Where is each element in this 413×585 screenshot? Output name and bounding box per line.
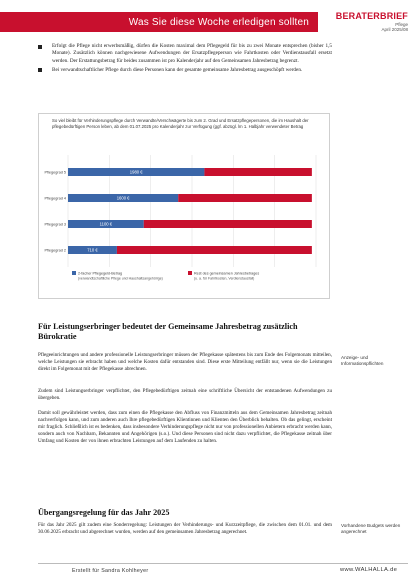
section-heading: Für Leistungserbringer bedeutet der Gemeinsame Jahresbetrag zusätzlich Bürokratie xyxy=(38,322,298,341)
paragraph: Damit soll gewährleistet werden, dass zum einen die Pflegekasse den Abfluss von Finanzmitteln aus dem Gemeinsamen Jahresbetrag zeitnah nachverfolgen kann, und zum anderen auch Ihre pflegebedürftigen Klientinnen und Klienten den Überblick behalten. Ob das gelingt, erscheint mir fraglich. Schließlich ist es bedenken, dass insbesondere Verhinderungspflege nicht nur von professionellen Anbietern erbracht werden kann, sondern auch von Nachbarn, Bekannten und Angehörigen (s.o.). Und diese Personen sind nicht dazu verpflichtet, die Pflegekasse zeitnah über Umfang und Kosten der von ihnen erbrachten Leistungen auf dem Laufenden zu halten. xyxy=(38,410,332,445)
paragraph: Pflegeeinrichtungen und andere professionelle Leistungserbringer müssen der Pflegekasse spätestens bis zum Ende des Folgemonats mitteilen, welche Leistungen sie erbracht haben und welche Kosten dafür entstanden sind. Diese erste Mitteilung entfällt nur, wenn sie die Leistungen direkt im Folgemonat mit der Pflegekasse abrechnen. xyxy=(38,352,332,373)
bullet-marker xyxy=(38,68,42,72)
paragraph: Zudem sind Leistungserbringer verpflichtet, den Pflegebedürftigen zeitnah eine schriftliche Übersicht der entstandenen Aufwendungen zu übergeben. xyxy=(38,388,332,402)
issue-number: April 2025/08 xyxy=(381,27,408,32)
legend-swatch xyxy=(188,271,192,275)
bar-chart xyxy=(38,113,330,299)
legend-swatch xyxy=(72,271,76,275)
bar-rest xyxy=(178,194,312,202)
side-note: Vorhandene Budgets werden angerechnet xyxy=(341,523,401,535)
brand-block xyxy=(322,11,408,32)
bullet-text: Erfolgt die Pflege nicht erwerbsmäßig, dürfen die Kosten maximal dem Pflegegeld für bis zu zwei Monate entsprechen (bisher 1,5 Monate). Zusätzlich können nachgewiesene Aufwendungen der Ersatzpflegeperson wie Fahrtkosten oder Verdienstausfall ersetzt werden. Der Erstattungsbetrag für beides zusammen ist pro Kalenderjahr auf den Gemeinsamen Jahresbetrag begrenzt. xyxy=(52,43,332,64)
brand-logo xyxy=(322,11,408,21)
bar-value-label: 1600 € xyxy=(116,195,130,201)
bar-rest xyxy=(117,246,312,254)
bullet-list xyxy=(38,43,332,76)
chart-title: So viel bleibt für Verhinderungspflege durch Verwandte/Verschwägerte bis zum 2. Grad und Ersatzpflegepersonen, die im Haushalt der pflegebedürftigen Person leben, ab dem 01.07.2025 pro Kalenderjahr zur Verfügung (ggf. abzügl. lm 1. Halbjahr verwendeter Betrag xyxy=(52,118,309,129)
footer-website[interactable]: www.WALHALLA.de xyxy=(340,567,398,573)
bullet-marker xyxy=(38,45,42,49)
bar-value-label: 710 € xyxy=(87,247,98,253)
bar-value-label: 1100 € xyxy=(99,221,113,227)
category-label: Pflegegrad 5 xyxy=(44,170,66,175)
legend-label: Rest des gemeinsamen Jahresbetrages xyxy=(194,271,260,276)
section-heading: Übergangsregelung für das Jahr 2025 xyxy=(38,508,170,517)
bullet-text: Bei verwandtschaftlicher Pflege durch diese Personen kann der gesamte gemeinsame Jahresbetrag ausgeschöpft werden. xyxy=(52,66,303,73)
brand-main: BERATERBRIEF xyxy=(335,11,408,21)
footer-recipient: Erstellt für Sandra Kohlheyer xyxy=(72,568,149,574)
paragraph: Für das Jahr 2025 gilt zudem eine Sonderregelung: Leistungen der Verhinderungs- und Kurzzeitpflege, die zwischen dem 01.01. und dem 30.06.2025 erbracht und abgerechnet wurden, werden auf den gemeinsamen Jahresbetrag angerechnet. xyxy=(38,522,332,536)
bullet-item xyxy=(38,43,332,65)
category-label: Pflegegrad 2 xyxy=(44,248,66,253)
legend-label: 2-facher Pflegegeld-Betrag xyxy=(78,271,123,276)
legend-note: (verwandtschaftliche Pflege und Haushaltsangehörige) xyxy=(78,276,163,281)
section-title: Was Sie diese Woche erledigen sollten xyxy=(128,16,309,28)
bar-value-label: 1980 € xyxy=(129,169,143,175)
footer-rule xyxy=(38,563,408,564)
bar-rest xyxy=(204,168,311,176)
bullet-item xyxy=(38,67,332,74)
section-header-bar xyxy=(0,12,318,32)
legend-note: (u. a. für Fahrtkosten, Verdienstausfall) xyxy=(194,276,255,281)
bar-rest xyxy=(144,220,312,228)
brand-sub: Pflege xyxy=(395,22,408,27)
category-label: Pflegegrad 3 xyxy=(44,222,66,227)
side-note: Anzeige- und Informationspflichten xyxy=(341,355,384,367)
category-label: Pflegegrad 4 xyxy=(44,196,66,201)
